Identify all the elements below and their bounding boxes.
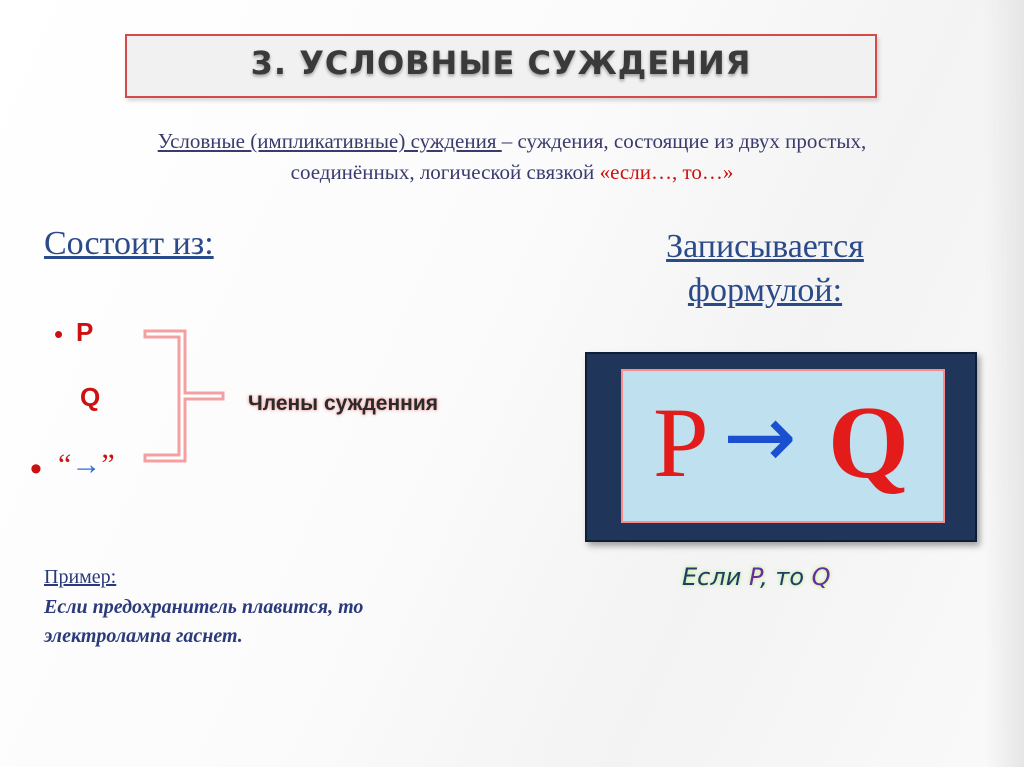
- member-connective: [58, 448, 115, 482]
- quote-close: ”: [101, 448, 115, 481]
- slide-edge-shade: [984, 0, 1024, 767]
- definition-rest: – суждения, состоящие из двух простых,: [501, 129, 867, 153]
- definition-connective: «если…, то…»: [599, 160, 734, 184]
- formula-arrow: →: [723, 385, 797, 488]
- formula-caption: [682, 563, 831, 591]
- caption-then: , то: [760, 563, 812, 591]
- formula-frame: [585, 352, 977, 542]
- definition-term: Условные (импликативные) суждения: [157, 129, 502, 153]
- formula-heading-line2: формулой:: [687, 272, 843, 309]
- formula-heading: [600, 225, 930, 313]
- quote-open: “: [58, 448, 72, 481]
- formula-heading-line1: Записывается: [666, 228, 864, 265]
- formula-panel: [621, 369, 945, 523]
- definition-line2: соединённых, логической связкой: [290, 160, 600, 184]
- example-label: Пример:: [44, 566, 117, 588]
- member-p: P: [76, 317, 94, 347]
- bracket-icon: [140, 322, 240, 472]
- formula-p: P: [653, 387, 709, 498]
- bullet-p: •: [54, 319, 64, 349]
- caption-q: Q: [811, 563, 831, 591]
- example-line1: Если предохранитель плавится, то: [44, 596, 364, 618]
- composition-heading: Состоит из:: [44, 225, 214, 262]
- title-box: [125, 34, 877, 98]
- example-line2: электролампа гаснет.: [44, 625, 243, 647]
- definition-text: [40, 126, 984, 188]
- formula-q: Q: [828, 385, 909, 500]
- caption-if: Если: [682, 563, 749, 591]
- example-text: [44, 593, 484, 651]
- bullet-connective: •: [30, 450, 42, 488]
- arrow-symbol: →: [71, 448, 102, 481]
- members-label: Члены сужденния: [248, 392, 438, 415]
- caption-p: P: [748, 563, 761, 591]
- slide-title: 3. УСЛОВНЫЕ СУЖДЕНИЯ: [250, 44, 752, 82]
- member-q: Q: [80, 382, 101, 412]
